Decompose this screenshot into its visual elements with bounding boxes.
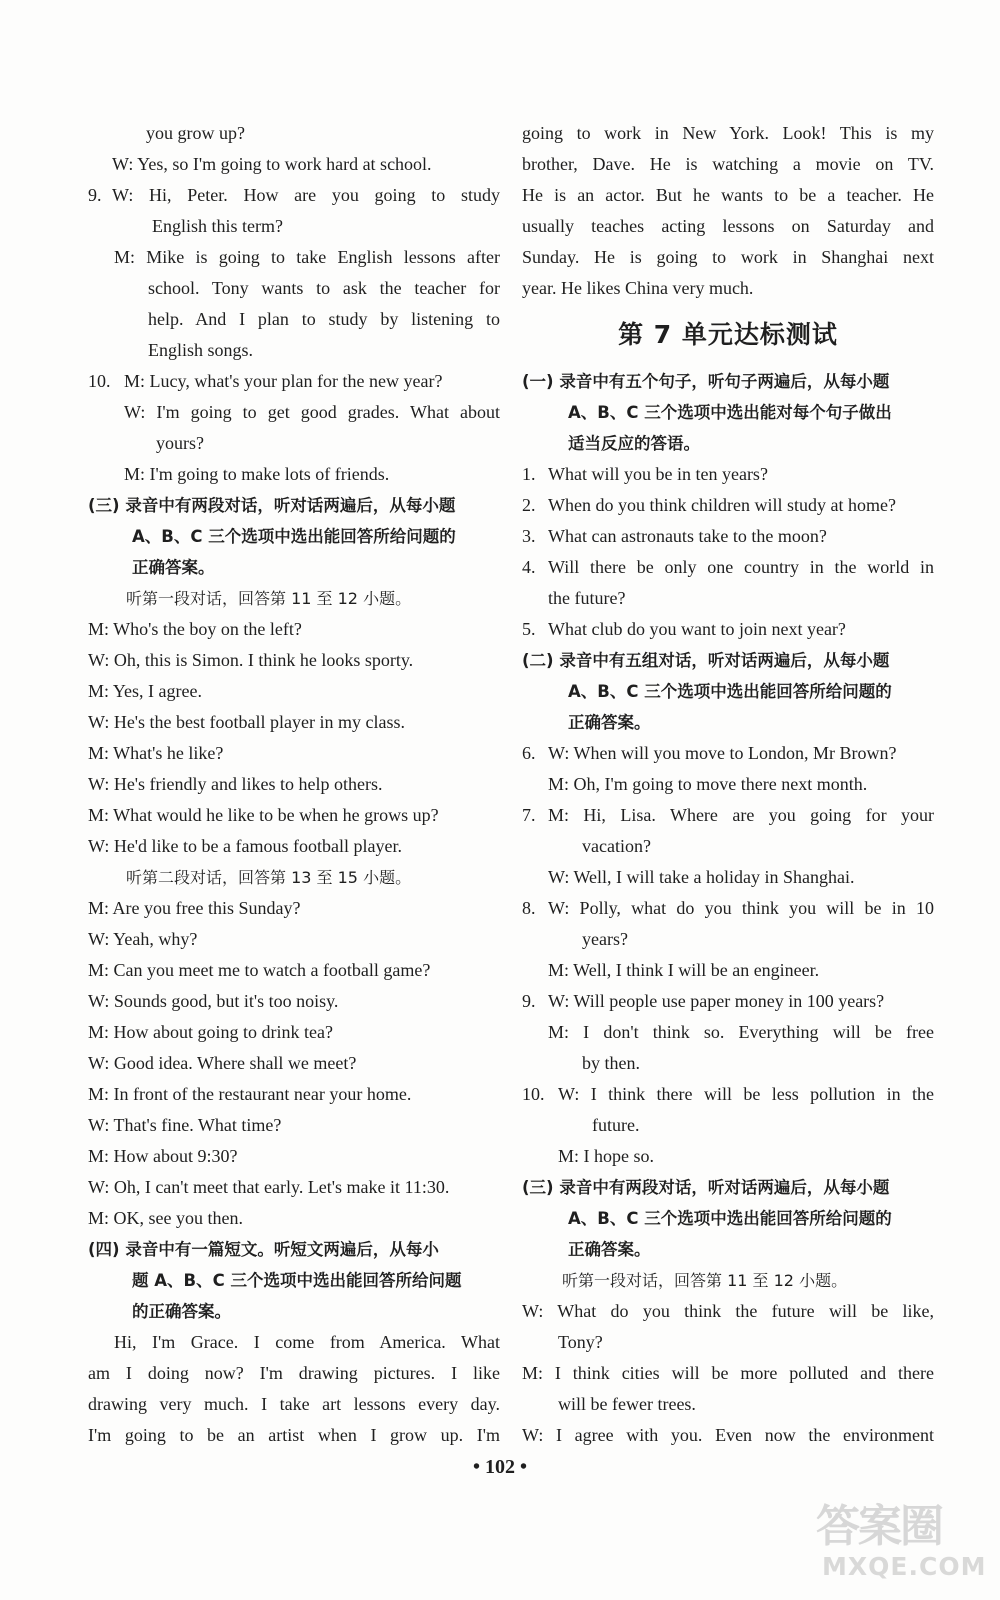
- line-text: 正确答案。: [568, 1240, 651, 1259]
- text-line: [522, 955, 934, 986]
- line-text: W: Oh, I can't meet that early. Let's make it 11:30.: [88, 1177, 450, 1197]
- text-line: [522, 862, 934, 893]
- question-line: [522, 893, 934, 924]
- line-text: M: What's he like?: [88, 743, 224, 763]
- text-line: [88, 583, 500, 614]
- unit-heading: 第 7 单元达标测试: [618, 320, 838, 349]
- question-line: [522, 521, 934, 552]
- text-line: [88, 242, 500, 273]
- line-text: A、B、C 三个选项中选出能回答所给问题的: [568, 682, 892, 701]
- text-line: [522, 1017, 934, 1048]
- text-line: [522, 1141, 934, 1172]
- text-line: [88, 397, 500, 428]
- text-line: [88, 924, 500, 955]
- text-line: [88, 273, 500, 304]
- text-line: [88, 304, 500, 335]
- text-line: [88, 1079, 500, 1110]
- text-line: [88, 1141, 500, 1172]
- text-line: [88, 645, 500, 676]
- line-text: Tony?: [558, 1332, 603, 1352]
- question-line: [522, 552, 934, 583]
- text-line: [522, 583, 934, 614]
- text-line: [88, 1048, 500, 1079]
- line-text: English this term?: [152, 216, 283, 236]
- line-text: drawing very much. I take art lessons every day.: [88, 1394, 500, 1414]
- line-text: He is an actor. But he wants to be a teacher. He: [522, 185, 934, 205]
- left-column: [88, 118, 500, 1451]
- question-number: 7.: [522, 805, 536, 825]
- line-text: A、B、C 三个选项中选出能对每个句子做出: [568, 403, 892, 422]
- line-text: school. Tony wants to ask the teacher for: [148, 278, 500, 298]
- text-line: [88, 986, 500, 1017]
- line-text: 适当反应的答语。: [568, 434, 700, 453]
- line-text: 听第一段对话，回答第 11 至 12 小题。: [126, 589, 412, 608]
- section-instruction-line: [522, 366, 934, 397]
- text-line: [88, 149, 500, 180]
- question-line: [522, 614, 934, 645]
- line-text: M: How about 9:30?: [88, 1146, 238, 1166]
- line-text: usually teaches acting lessons on Saturday and: [522, 216, 934, 236]
- line-text: M: I don't think so. Everything will be free: [548, 1022, 934, 1042]
- text-line: [88, 955, 500, 986]
- text-line: [522, 273, 934, 304]
- line-text: I'm going to be an artist when I grow up. I'm: [88, 1425, 500, 1445]
- section-instruction-line: [88, 1265, 500, 1296]
- line-text: W: He's the best football player in my class.: [88, 712, 405, 732]
- text-line: [522, 1389, 934, 1420]
- line-text: 听第二段对话，回答第 13 至 15 小题。: [126, 868, 412, 887]
- line-text: W: Hi, Peter. How are you going to study: [112, 185, 500, 205]
- text-line: [88, 1172, 500, 1203]
- line-text: M: Oh, I'm going to move there next month.: [548, 774, 868, 794]
- question-number: 1.: [522, 464, 536, 484]
- question-number: 2.: [522, 495, 536, 515]
- text-line: [88, 800, 500, 831]
- watermark-logo: 答案圈 MXQE.COM: [816, 1501, 987, 1581]
- line-text: M: Mike is going to take English lessons after: [114, 247, 500, 267]
- question-line: [88, 180, 500, 211]
- question-number: 3.: [522, 526, 536, 546]
- line-text: W: Sounds good, but it's too noisy.: [88, 991, 339, 1011]
- text-line: [88, 862, 500, 893]
- text-line: [88, 769, 500, 800]
- line-text: (三) 录音中有两段对话，听对话两遍后，从每小题: [522, 1178, 890, 1197]
- section-instruction-line: [88, 1234, 500, 1265]
- line-text: W: He's friendly and likes to help others.: [88, 774, 383, 794]
- question-line: [522, 459, 934, 490]
- question-line: [522, 986, 934, 1017]
- text-line: [88, 676, 500, 707]
- text-line: [88, 211, 500, 242]
- line-text: When do you think children will study at home?: [548, 495, 896, 515]
- passage-continuation: [522, 118, 934, 304]
- line-text: (四) 录音中有一篇短文。听短文两遍后，从每小: [88, 1240, 439, 1259]
- line-text: M: Well, I think I will be an engineer.: [548, 960, 820, 980]
- text-line: [88, 118, 500, 149]
- line-text: M: I hope so.: [558, 1146, 654, 1166]
- text-line: [522, 769, 934, 800]
- line-text: W: I agree with you. Even now the environment: [522, 1425, 934, 1445]
- text-line: [522, 1110, 934, 1141]
- section-instruction-line: [522, 397, 934, 428]
- line-text: M: How about going to drink tea?: [88, 1022, 333, 1042]
- text-line: [88, 1358, 500, 1389]
- line-text: W: When will you move to London, Mr Brown?: [548, 743, 897, 763]
- line-text: future.: [592, 1115, 640, 1135]
- line-text: M: Yes, I agree.: [88, 681, 202, 701]
- line-text: M: Hi, Lisa. Where are you going for your: [548, 805, 934, 825]
- section-instruction-line: [88, 1296, 500, 1327]
- text-line: [88, 1327, 500, 1358]
- line-text: you grow up?: [146, 123, 245, 143]
- text-line: [522, 1420, 934, 1451]
- line-text: M: I think cities will be more polluted and there: [522, 1363, 934, 1383]
- line-text: W: Well, I will take a holiday in Shanghai.: [548, 867, 855, 887]
- section-instruction-line: [88, 552, 500, 583]
- text-line: [88, 893, 500, 924]
- line-text: am I doing now? I'm drawing pictures. I like: [88, 1363, 500, 1383]
- line-text: years?: [582, 929, 628, 949]
- question-number: 9.: [522, 991, 536, 1011]
- line-text: English songs.: [148, 340, 254, 360]
- question-line: [522, 800, 934, 831]
- section-instruction-line: [88, 521, 500, 552]
- text-line: [522, 211, 934, 242]
- line-text: year. He likes China very much.: [522, 278, 754, 298]
- unit-test-items: [522, 366, 934, 1451]
- line-text: M: What would he like to be when he grows up?: [88, 805, 439, 825]
- text-line: [522, 1358, 934, 1389]
- line-text: M: Can you meet me to watch a football game?: [88, 960, 431, 980]
- line-text: going to work in New York. Look! This is my: [522, 123, 934, 143]
- section-instruction-line: [522, 707, 934, 738]
- question-line: [522, 738, 934, 769]
- line-text: What club do you want to join next year?: [548, 619, 846, 639]
- line-text: (一) 录音中有五个句子，听句子两遍后，从每小题: [522, 372, 890, 391]
- text-line: [88, 1420, 500, 1451]
- line-text: the future?: [548, 588, 626, 608]
- line-text: 的正确答案。: [132, 1302, 231, 1321]
- line-text: W: Yes, so I'm going to work hard at school.: [112, 154, 432, 174]
- section-instruction-line: [522, 645, 934, 676]
- section-instruction-line: [522, 1234, 934, 1265]
- question-line: [522, 490, 934, 521]
- text-line: [522, 1327, 934, 1358]
- line-text: W: Will people use paper money in 100 years?: [548, 991, 885, 1011]
- text-line: [88, 1389, 500, 1420]
- question-number: 9.: [88, 185, 102, 205]
- question-number: 10.: [522, 1084, 545, 1104]
- text-line: [522, 149, 934, 180]
- text-line: [88, 428, 500, 459]
- text-line: [88, 614, 500, 645]
- line-text: W: Yeah, why?: [88, 929, 198, 949]
- line-text: yours?: [156, 433, 204, 453]
- line-text: M: Lucy, what's your plan for the new year?: [124, 371, 443, 391]
- section-instruction-line: [522, 1172, 934, 1203]
- section-instruction-line: [522, 676, 934, 707]
- text-line: [88, 1017, 500, 1048]
- text-line: [88, 707, 500, 738]
- section-instruction-line: [88, 490, 500, 521]
- line-text: (三) 录音中有两段对话，听对话两遍后，从每小题: [88, 496, 456, 515]
- text-line: [88, 1110, 500, 1141]
- page-number: • 102 •: [472, 1456, 527, 1478]
- question-line: [88, 366, 500, 397]
- line-text: W: I think there will be less pollution in the: [558, 1084, 934, 1104]
- text-line: [522, 180, 934, 211]
- line-text: W: I'm going to get good grades. What about: [124, 402, 500, 422]
- line-text: by then.: [582, 1053, 640, 1073]
- line-text: brother, Dave. He is watching a movie on TV.: [522, 154, 934, 174]
- text-line: [522, 118, 934, 149]
- line-text: M: Are you free this Sunday?: [88, 898, 301, 918]
- text-line: [88, 459, 500, 490]
- line-text: 正确答案。: [568, 713, 651, 732]
- line-text: (二) 录音中有五组对话，听对话两遍后，从每小题: [522, 651, 890, 670]
- line-text: M: In front of the restaurant near your home.: [88, 1084, 412, 1104]
- line-text: 听第一段对话，回答第 11 至 12 小题。: [562, 1271, 848, 1290]
- line-text: What will you be in ten years?: [548, 464, 768, 484]
- line-text: W: That's fine. What time?: [88, 1115, 282, 1135]
- line-text: Hi, I'm Grace. I come from America. What: [114, 1332, 500, 1352]
- section-instruction-line: [522, 428, 934, 459]
- line-text: A、B、C 三个选项中选出能回答所给问题的: [568, 1209, 892, 1228]
- text-line: [522, 242, 934, 273]
- line-text: M: OK, see you then.: [88, 1208, 243, 1228]
- line-text: will be fewer trees.: [558, 1394, 696, 1414]
- line-text: W: Good idea. Where shall we meet?: [88, 1053, 357, 1073]
- question-number: 10.: [88, 371, 111, 391]
- question-number: 6.: [522, 743, 536, 763]
- line-text: M: Who's the boy on the left?: [88, 619, 302, 639]
- line-text: Will there be only one country in the world in: [548, 557, 934, 577]
- section-instruction-line: [522, 1203, 934, 1234]
- text-line: [522, 1296, 934, 1327]
- line-text: 正确答案。: [132, 558, 215, 577]
- text-line: [522, 1048, 934, 1079]
- right-column: [522, 118, 934, 1451]
- text-line: [522, 831, 934, 862]
- text-line: [88, 831, 500, 862]
- line-text: help. And I plan to study by listening to: [148, 309, 500, 329]
- question-number: 8.: [522, 898, 536, 918]
- question-number: 5.: [522, 619, 536, 639]
- line-text: W: He'd like to be a famous football player.: [88, 836, 402, 856]
- question-line: [522, 1079, 934, 1110]
- question-number: 4.: [522, 557, 536, 577]
- text-line: [522, 924, 934, 955]
- line-text: W: Polly, what do you think you will be in 10: [548, 898, 934, 918]
- line-text: What can astronauts take to the moon?: [548, 526, 827, 546]
- line-text: Sunday. He is going to work in Shanghai next: [522, 247, 934, 267]
- line-text: W: What do you think the future will be like,: [522, 1301, 934, 1321]
- text-line: [88, 738, 500, 769]
- text-line: [522, 1265, 934, 1296]
- line-text: M: I'm going to make lots of friends.: [124, 464, 390, 484]
- line-text: 题 A、B、C 三个选项中选出能回答所给问题: [132, 1271, 462, 1290]
- text-line: [88, 1203, 500, 1234]
- line-text: vacation?: [582, 836, 651, 856]
- line-text: A、B、C 三个选项中选出能回答所给问题的: [132, 527, 456, 546]
- line-text: W: Oh, this is Simon. I think he looks sporty.: [88, 650, 414, 670]
- text-line: [88, 335, 500, 366]
